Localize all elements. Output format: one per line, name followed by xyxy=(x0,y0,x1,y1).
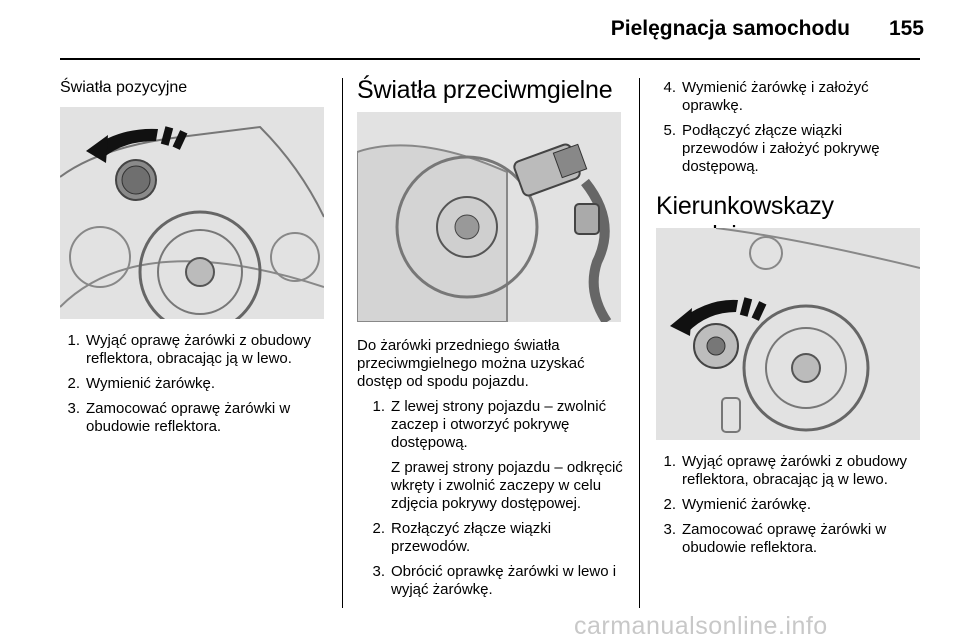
fog-lights-intro: Do żarówki przedniego światła przeciwmgielnego można uzyskać dostęp od spodu pojazdu. xyxy=(357,337,585,390)
figure-position-light-bulb xyxy=(60,107,324,319)
list-item: 1. Wyjąć oprawę żarówki z obudowy reflektora, obracając ją w lewo. xyxy=(67,332,311,367)
list-item: 2. Wymienić żarówkę. xyxy=(663,496,812,513)
list-item: 2. Wymienić żarówkę. xyxy=(67,375,216,392)
section-heading-fog-lights: Światła przeciwmgielne xyxy=(357,76,613,104)
figure-fog-light-bulb xyxy=(357,112,621,322)
page-number: 155 xyxy=(888,17,924,40)
fog-lights-text xyxy=(357,337,632,606)
section-heading-position-lights: Światła pozycyjne xyxy=(60,79,188,96)
column-divider-1 xyxy=(342,78,343,608)
watermark: carmanualsonline.info xyxy=(574,612,828,640)
list-item: 2. Rozłączyć złącze wiązki przewodów. xyxy=(372,520,552,555)
list-item: 1. Wyjąć oprawę żarówki z obudowy reflektora, obracając ją w lewo. xyxy=(663,453,907,488)
header-divider xyxy=(60,58,920,60)
list-item: 3. Obrócić oprawkę żarówki w lewo i wyjąć żarówkę. xyxy=(372,563,617,598)
page-header-title: Pielęgnacja samochodu xyxy=(610,17,850,40)
list-item: 4. Wymienić żarówkę i założyć oprawkę. xyxy=(663,79,869,114)
list-item: 1. Z lewej strony pojazdu – zwolnić zaczep i otworzyć pokrywę dostępową. Z prawej strony pojazdu – odkręcić wkręty i zwolnić zaczepy w celu zdjęcia pokrywy dostępowej. xyxy=(365,398,632,513)
column-2 xyxy=(357,76,632,105)
front-indicator-steps xyxy=(656,453,922,564)
column-3-top-steps xyxy=(656,79,922,183)
list-item: 3. Zamocować oprawę żarówki w obudowie reflektora. xyxy=(663,521,887,556)
figure-front-indicator-bulb xyxy=(656,228,920,440)
list-item-note: Z prawej strony pojazdu – odkręcić wkręty i zwolnić zaczepy w celu zdjęcia pokrywy dostępowej. xyxy=(391,459,623,512)
list-item: 3. Zamocować oprawę żarówki w obudowie reflektora. xyxy=(67,400,291,435)
list-item: 5. Podłączyć złącze wiązki przewodów i założyć pokrywę dostępową. xyxy=(663,122,880,175)
position-lights-steps xyxy=(60,332,330,443)
section-heading-front-indicators: Kierunkowskazy xyxy=(656,192,834,220)
column-divider-2 xyxy=(639,78,640,608)
column-1 xyxy=(60,79,330,97)
